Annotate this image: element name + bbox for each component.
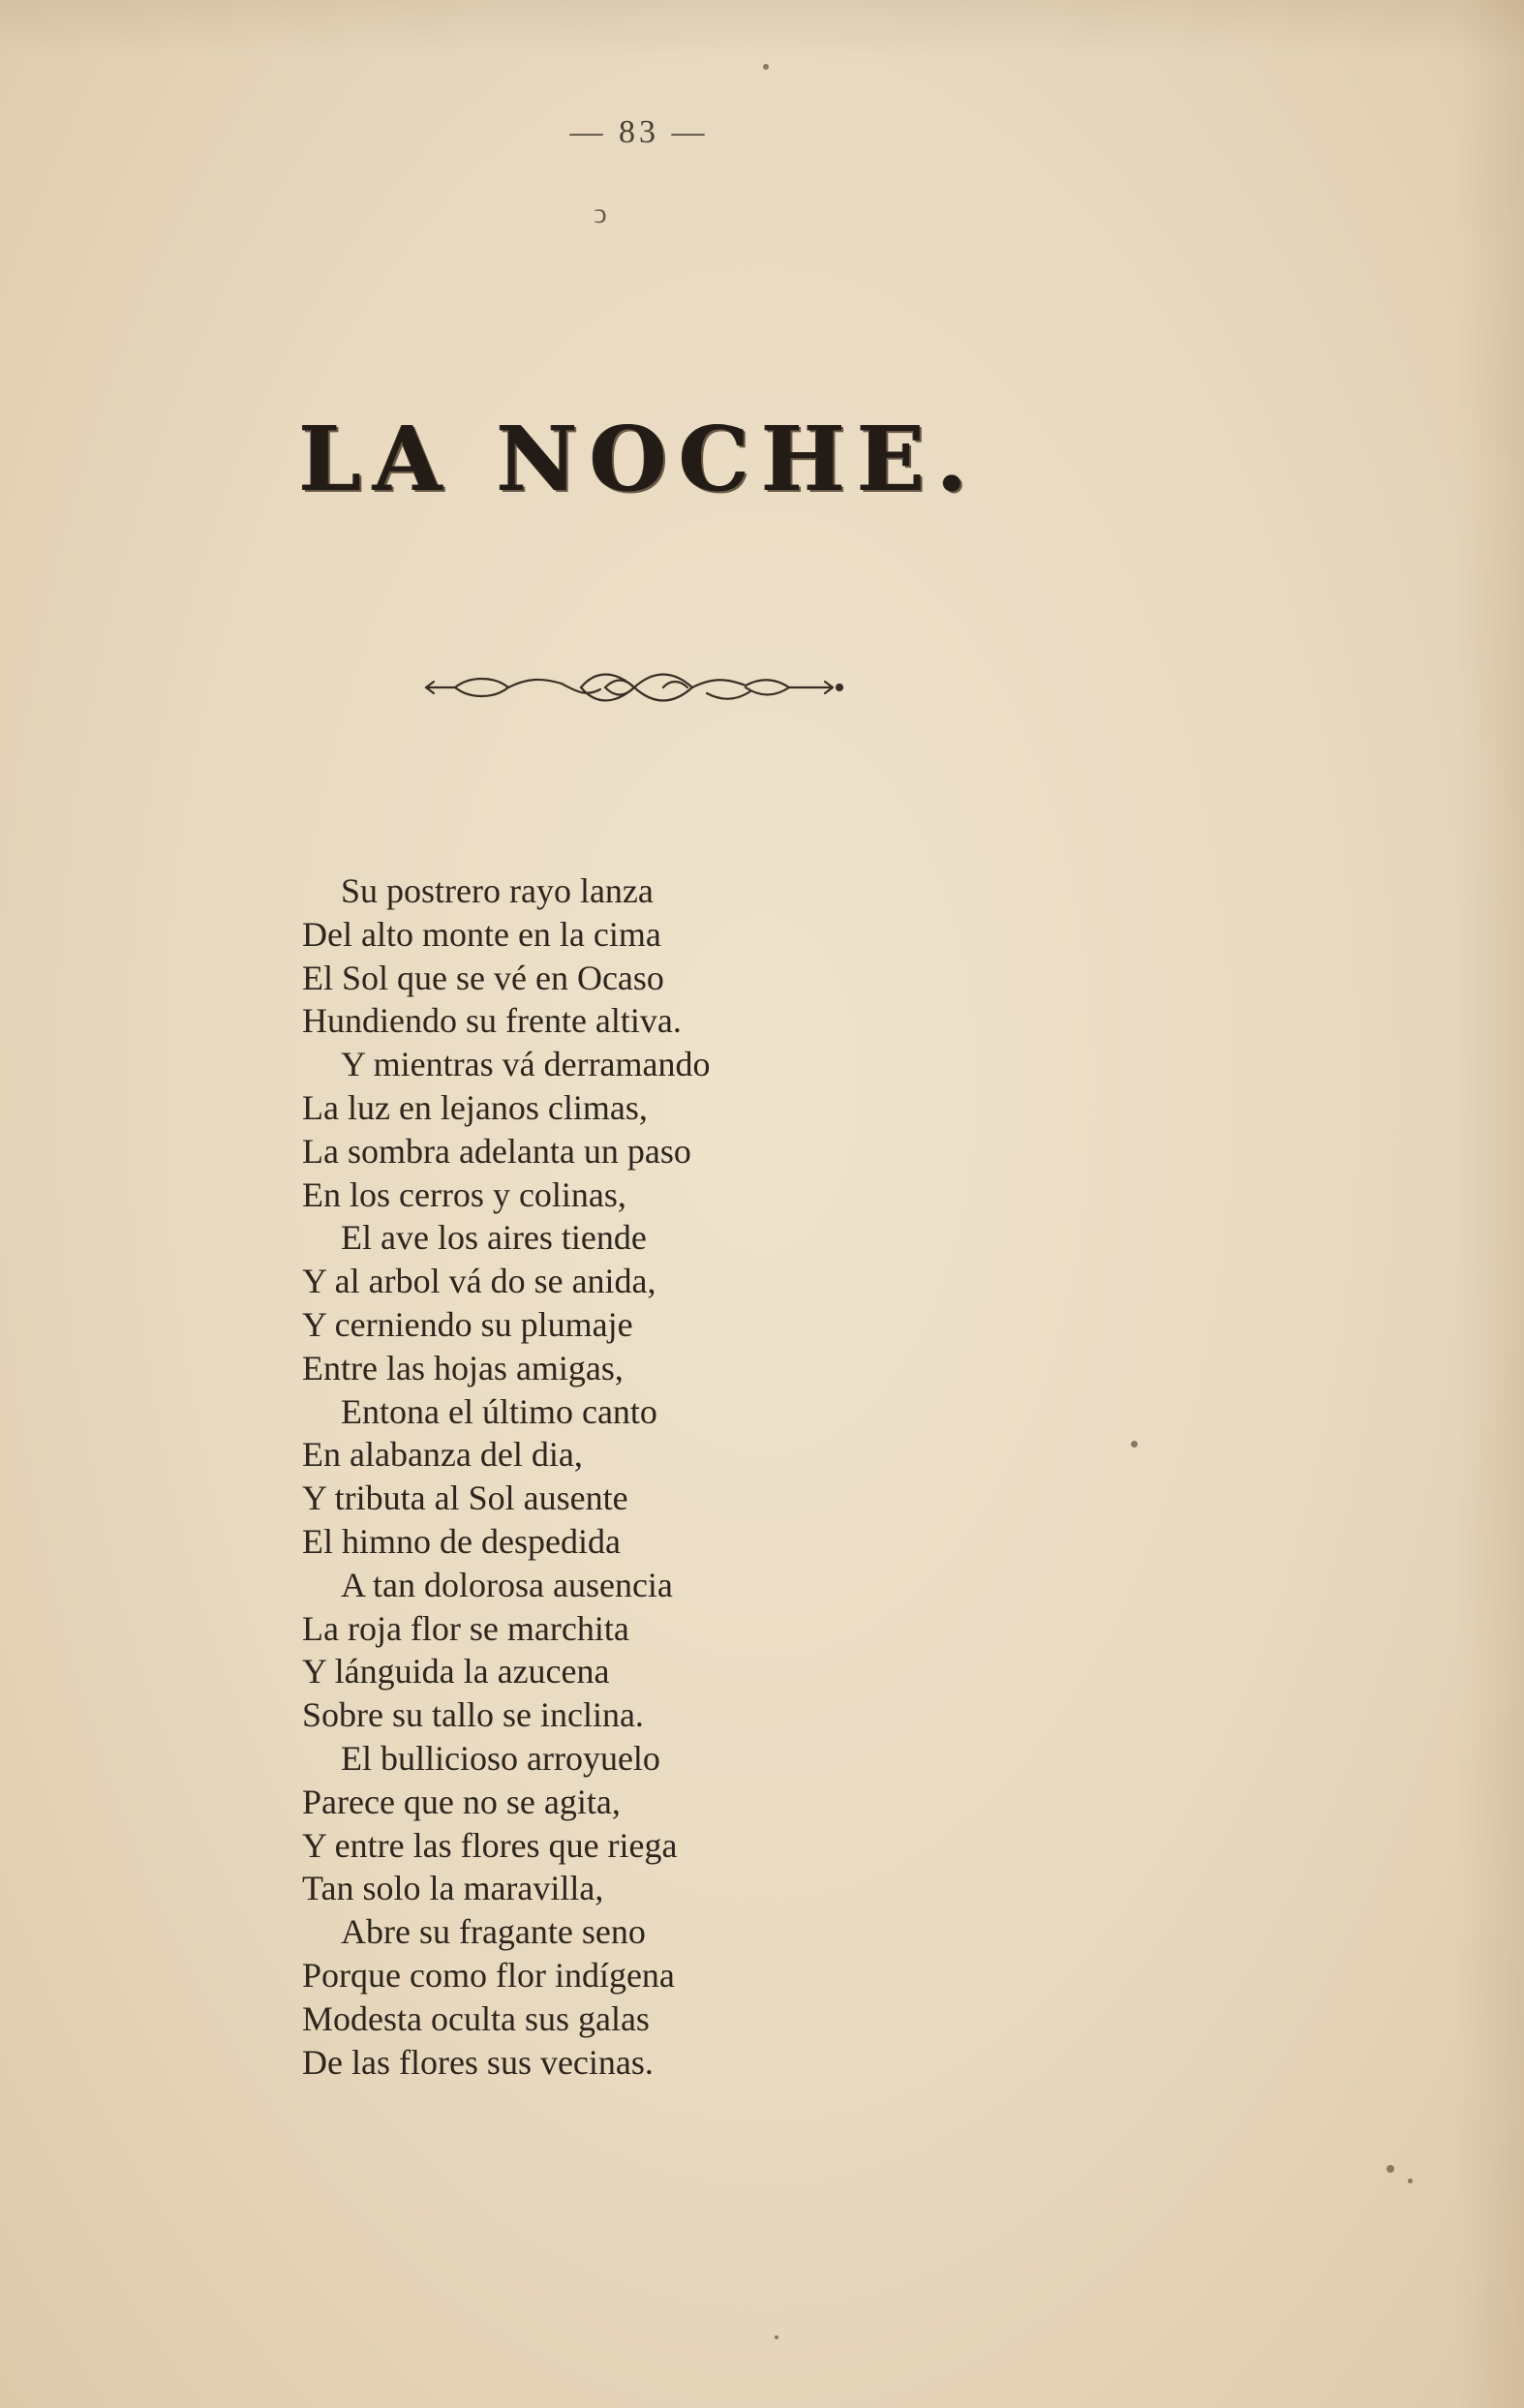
poem-verses	[302, 869, 1077, 2084]
poem-line: Del alto monte en la cima	[302, 914, 661, 954]
poem-line: Y tributa al Sol ausente	[302, 1478, 628, 1518]
poem-line: Sobre su tallo se inclina.	[302, 1695, 644, 1735]
paper-speck	[1408, 2179, 1413, 2183]
poem-line: Y lánguida la azucena	[302, 1652, 610, 1692]
poem-line: Modesta oculta sus galas	[302, 1998, 650, 2038]
page-number: — 83 —	[569, 114, 709, 150]
poem-line: En los cerros y colinas,	[302, 1174, 626, 1214]
poem-line: Parece que no se agita,	[302, 1782, 621, 1821]
poem-title: LA NOCHE.	[298, 407, 980, 511]
poem-line: Porque como flor indígena	[302, 1955, 675, 1995]
paper-speck	[1387, 2165, 1394, 2173]
poem-line: El Sol que se vé en Ocaso	[302, 958, 664, 997]
poem-line: Tan solo la maravilla,	[302, 1869, 604, 1908]
page-shadow-top	[0, 0, 1524, 58]
poem-line: Y al arbol vá do se anida,	[302, 1262, 656, 1301]
poem-line: Y mientras vá derramando	[341, 1045, 711, 1084]
poem-line: Abre su fragante seno	[341, 1912, 646, 1952]
poem-line: Entre las hojas amigas,	[302, 1348, 624, 1387]
page-shadow-right	[1456, 0, 1524, 2408]
paper-speck	[775, 2335, 778, 2339]
poem-line: Hundiendo su frente altiva.	[302, 1001, 682, 1041]
poem-line: Entona el último canto	[341, 1391, 657, 1431]
poem-line: Y entre las flores que riega	[302, 1825, 678, 1865]
poem-line: El ave los aires tiende	[341, 1218, 647, 1258]
poem-line: A tan dolorosa ausencia	[341, 1565, 673, 1604]
poem-line: La sombra adelanta un paso	[302, 1131, 691, 1171]
poem-line: El bullicioso arroyuelo	[341, 1738, 660, 1778]
poem-line: La roja flor se marchita	[302, 1608, 629, 1648]
paper-speck	[763, 64, 769, 70]
decorative-flourish-icon	[416, 649, 852, 726]
poem-line: Su postrero rayo lanza	[341, 871, 654, 910]
poem-line: El himno de despedida	[302, 1521, 621, 1561]
poem-line: Y cerniendo su plumaje	[302, 1304, 633, 1344]
poem-line: En alabanza del dia,	[302, 1435, 583, 1475]
paper-speck	[1131, 1441, 1138, 1448]
poem-line: La luz en lejanos climas,	[302, 1087, 648, 1127]
poem-line: De las flores sus vecinas.	[302, 2042, 654, 2082]
printer-mark: ↄ	[594, 198, 607, 229]
